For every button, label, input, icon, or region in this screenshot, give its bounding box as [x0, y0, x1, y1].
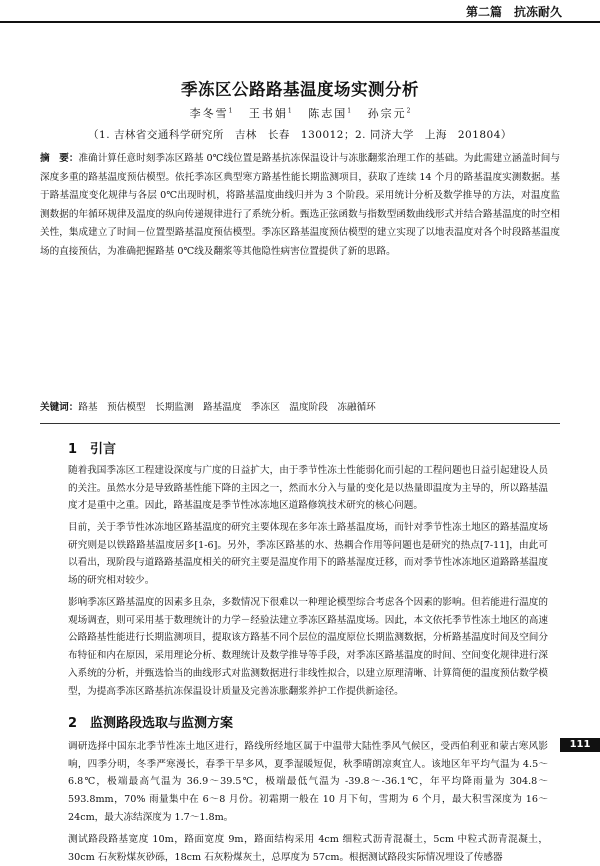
abstract-text: 准确计算任意时刻季冻区路基 0℃线位置是路基抗冻保温设计与冻胀翻浆治理工作的基础。为此需建立涵盖时间与深度多重的路基温度预估模型。依托季冻区典型寒方路基性能长期监测项目，获取了连续 14 个月的路基温度实测数据。基于路基温度变化规律与各层 0℃出现时机，将路基温度曲线归并为 3 个阶段。采用统计分析及数学推导的方法，对温度监测数据的年循环规律及温度的纵向传递规律进行了系统分析。甄选正弦函数与指数型函数曲线形式并结合路基温度的时空相关性，集成建立了时间－位置型路基温度预估模型。季冻区路基温度预估模型的建立实现了以地表温度对各个时段路基温度场的直接预估，为准确把握路基 0℃线及翻浆等其他隐性病害位置提供了新的思路。 — [40, 153, 560, 257]
header-rule — [0, 21, 600, 23]
keywords-label: 关键词： — [40, 402, 79, 413]
paragraph: 调研选择中国东北季节性冻土地区进行，路线所经地区属于中温带大陆性季风气候区，受西伯利亚和蒙古寒风影响，四季分明，冬季严寒漫长，春季干旱多风，夏季湿暖短促，秋季晴朗凉爽宜人。该地区年平均气温为 4.5～6.8℃，极端最高气温为 36.9～39.5℃，极端最低气温为 -39.8～-36.1℃，年平均降雨量为 304.8～593.8mm，70% 雨量集中在 6～8 月份。初霜期一般在 10 月下旬，雪期为 6 个月，最大积雪深度为 16～24cm，最大冻结深度为 1.7～1.8m。 — [68, 741, 548, 823]
keywords — [40, 400, 560, 416]
section-heading-intro: 1 引言 — [68, 442, 117, 457]
author-mark: 1 — [347, 107, 352, 115]
paragraph: 随着我国季冻区工程建设深度与广度的日益扩大，由于季节性冻土性能弱化而引起的工程问题也日益引起建设人员的关注。虽然水分是导致路基性能下降的主因之一，然而水分入与量的变化是以热量即温度为主导的，所以路基温度才是重中之重。因此，路基温度是季节性冰冻地区道路修筑技术研究的核心问题。 — [68, 465, 548, 512]
author-list — [0, 105, 600, 121]
author-name: 陈志国 — [308, 107, 348, 120]
author-name: 孙宗元 — [367, 107, 407, 120]
affiliation: （1. 吉林省交通科学研究所 吉林 长春 130012；2. 同济大学 上海 201804） — [88, 129, 512, 141]
author-name: 王书娟 — [248, 107, 288, 120]
abstract-divider — [40, 423, 560, 424]
section-label: 第二篇 抗冻耐久 — [465, 5, 562, 19]
paragraph: 测试路段路基宽度 10m，路面宽度 9m，路面结构采用 4cm 细粒式沥青混凝土，5cm 中粒式沥青混凝土，30cm 石灰粉煤灰砂砾，18cm 石灰粉煤灰土，总厚度为 57cm。根据测试路段实际情况埋设了传感器 — [68, 834, 548, 863]
paragraph: 影响季冻区路基温度的因素多且杂，多数情况下很难以一种理论模型综合考虑各个因素的影响。但若能进行温度的观场调查，则可采用基于数理统计的力学－经验法建立季冻区路基温度场。因此，本文依托季节性冻土地区的高速公路路基性能进行长期监测项目，提取该方路基不同个层位的温度原位长期监测数据，分析路基温度时间及空间分布特征和内在原因，采用理论分析、数理统计及数学推导等手段，对季冻区路基温度的时间、空间变化规律进行深入系统的分析，并甄选恰当的曲线形式对监测数据进行非线性拟合，以建立原理清晰、计算简便的温度预估数学模型，为提高季冻区路基抗冻保温设计质量及完善冻胀翻浆养护工作提供新途径。 — [68, 597, 548, 697]
paper-title: 季冻区公路路基温度场实测分析 — [181, 80, 419, 99]
abstract-label: 摘 要： — [40, 153, 79, 164]
section-heading-monitoring: 2 监测路段选取与监测方案 — [68, 716, 234, 731]
author-name: 李冬雪 — [189, 107, 229, 120]
abstract — [40, 150, 560, 262]
author-mark: 1 — [287, 107, 292, 115]
page-number: 111 — [560, 738, 600, 752]
author-mark: 1 — [228, 107, 233, 115]
author-mark: 2 — [406, 107, 411, 115]
paragraph: 目前，关于季节性冰冻地区路基温度的研究主要体现在多年冻土路基温度场，而针对季节性冻土地区的路基温度场研究则是以铁路路基温度居多[1-6]。另外，季冻区路基的水、热耦合作用等问题也是研究的热点[7-11]，由此可以看出，现阶段与道路路基温度相关的研究主要是温度作用下的路基湿度迁移，而对季节性冰冻地区道路路基温度场的研究相对较少。 — [68, 522, 548, 587]
running-header — [0, 0, 600, 22]
keywords-text: 路基 预估模型 长期监测 路基温度 季冻区 温度阶段 冻融循环 — [78, 402, 376, 413]
